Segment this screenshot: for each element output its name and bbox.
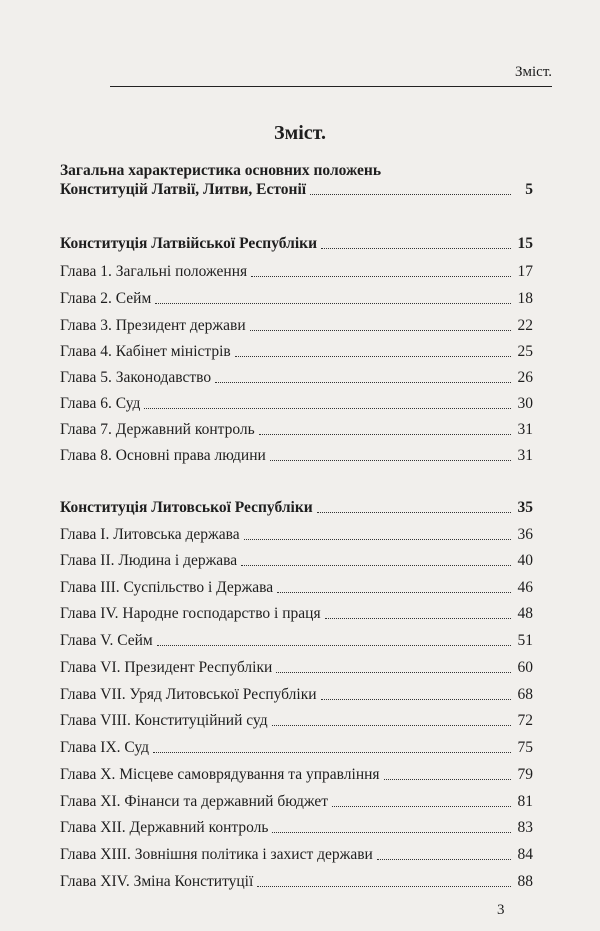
page-number: 3 [497,902,505,918]
toc-entry-label: Глава 6. Суд [60,395,141,412]
toc-entry-page: 36 [517,526,533,543]
running-head-rule [110,86,552,87]
toc-entry-page: 35 [517,499,533,516]
toc-general-line1: Загальна характеристика основних положень [60,162,382,179]
dot-leader [257,885,511,887]
dot-leader [244,538,511,540]
dot-leader [157,644,511,646]
toc-entry[interactable] [60,446,533,465]
dot-leader [270,459,511,461]
toc-entry-label: Глава III. Суспільство і Держава [60,579,274,596]
toc-entry-page: 40 [517,552,533,569]
running-head [0,58,600,88]
toc-entry[interactable] [60,845,533,864]
dot-leader [317,511,511,513]
toc-entry[interactable] [60,368,533,387]
dot-leader [144,407,511,409]
toc-entry-page: 51 [517,632,533,649]
dot-leader [272,724,511,726]
toc-entry-label: Конституція Латвійської Республіки [60,235,317,252]
toc-entry[interactable] [60,394,533,413]
toc-entry-page: 75 [517,739,533,756]
toc-entry[interactable] [60,578,533,597]
dot-leader [325,617,511,619]
dot-leader [272,831,511,833]
toc-entry-label: Глава VI. Президент Республіки [60,659,273,676]
toc-entry-label: Глава XIII. Зовнішня політика і захист держави [60,846,373,863]
toc-entry[interactable] [60,525,533,544]
toc-entry-label: Глава XI. Фінанси та державний бюджет [60,793,329,810]
toc-entry[interactable] [60,604,533,623]
toc-entry-label: Глава X. Місцеве самоврядування та управління [60,766,380,783]
dot-leader [235,355,511,357]
toc-title: Зміст. [274,122,326,144]
toc-entry-general[interactable] [60,180,533,199]
dot-leader [332,805,511,807]
toc-entry[interactable] [60,342,533,361]
toc-entry-page: 83 [517,819,533,836]
toc-entry-latvia[interactable] [60,234,533,253]
dot-leader [310,193,511,195]
toc-entry-label: Глава V. Сейм [60,632,153,649]
dot-leader [321,698,511,700]
toc-entry-page: 31 [517,421,533,438]
toc-entry-page: 88 [517,873,533,890]
toc-entry-page: 84 [517,846,533,863]
dot-leader [250,329,511,331]
toc-entry[interactable] [60,658,533,677]
toc-entry-label: Глава IX. Суд [60,739,149,756]
dot-leader [153,751,511,753]
toc-entry[interactable] [60,420,533,439]
dot-leader [251,275,511,277]
toc-entry[interactable] [60,738,533,757]
toc-entry[interactable] [60,711,533,730]
toc-entry[interactable] [60,551,533,570]
dot-leader [259,433,511,435]
toc-entry-label: Глава 3. Президент держави [60,317,246,334]
toc-entry-page: 17 [517,263,533,280]
toc-entry-page: 25 [517,343,533,360]
toc-entry-label: Глава 8. Основні права людини [60,447,266,464]
dot-leader [384,778,511,780]
toc-entry-label: Конституцій Латвії, Литви, Естонії [60,181,307,198]
toc-entry-label: Конституція Литовської Республіки [60,499,313,516]
toc-entry-page: 5 [525,181,533,198]
toc-entry-label: Глава 5. Законодавство [60,369,212,386]
toc-entry-page: 18 [517,290,533,307]
toc-entry-label: Глава 4. Кабінет міністрів [60,343,231,360]
dot-leader [215,381,511,383]
dot-leader [377,858,511,860]
dot-leader [241,564,511,566]
toc-entry[interactable] [60,818,533,837]
toc-entry-page: 68 [517,686,533,703]
toc-entry[interactable] [60,316,533,335]
toc-entry[interactable] [60,262,533,281]
toc-entry-page: 22 [517,317,533,334]
toc-entry-label: Глава VIII. Конституційний суд [60,712,268,729]
dot-leader [321,247,511,249]
toc-entry-label: Глава XII. Державний контроль [60,819,269,836]
toc-entry-page: 26 [517,369,533,386]
toc-entry-label: Глава II. Людина і держава [60,552,238,569]
toc-entry-page: 46 [517,579,533,596]
toc-entry-label: Глава VII. Уряд Литовської Республіки [60,686,317,703]
toc-entry-page: 15 [517,235,533,252]
dot-leader [276,671,511,673]
toc-entry-page: 72 [517,712,533,729]
dot-leader [277,591,511,593]
toc-entry[interactable] [60,631,533,650]
toc-entry-label: Глава XIV. Зміна Конституції [60,873,254,890]
toc-entry[interactable] [60,289,533,308]
toc-entry[interactable] [60,872,533,891]
running-head-text: Зміст. [514,64,552,80]
toc-entry-label: Глава 2. Сейм [60,290,152,307]
toc-entry-page: 81 [517,793,533,810]
toc-entry-lithuania[interactable] [60,498,533,517]
toc-entry-label: Глава 1. Загальні положення [60,263,248,280]
toc-entry[interactable] [60,765,533,784]
toc-entry-page: 60 [517,659,533,676]
toc-entry-page: 30 [517,395,533,412]
toc-entry-label: Глава IV. Народне господарство і праця [60,605,321,622]
toc-entry-page: 48 [517,605,533,622]
toc-entry-page: 79 [517,766,533,783]
toc-entry[interactable] [60,792,533,811]
dot-leader [155,302,511,304]
toc-entry-label: Глава 7. Державний контроль [60,421,255,438]
toc-entry-page: 31 [517,447,533,464]
toc-entry-label: Глава I. Литовська держава [60,526,240,543]
toc-entry[interactable] [60,685,533,704]
